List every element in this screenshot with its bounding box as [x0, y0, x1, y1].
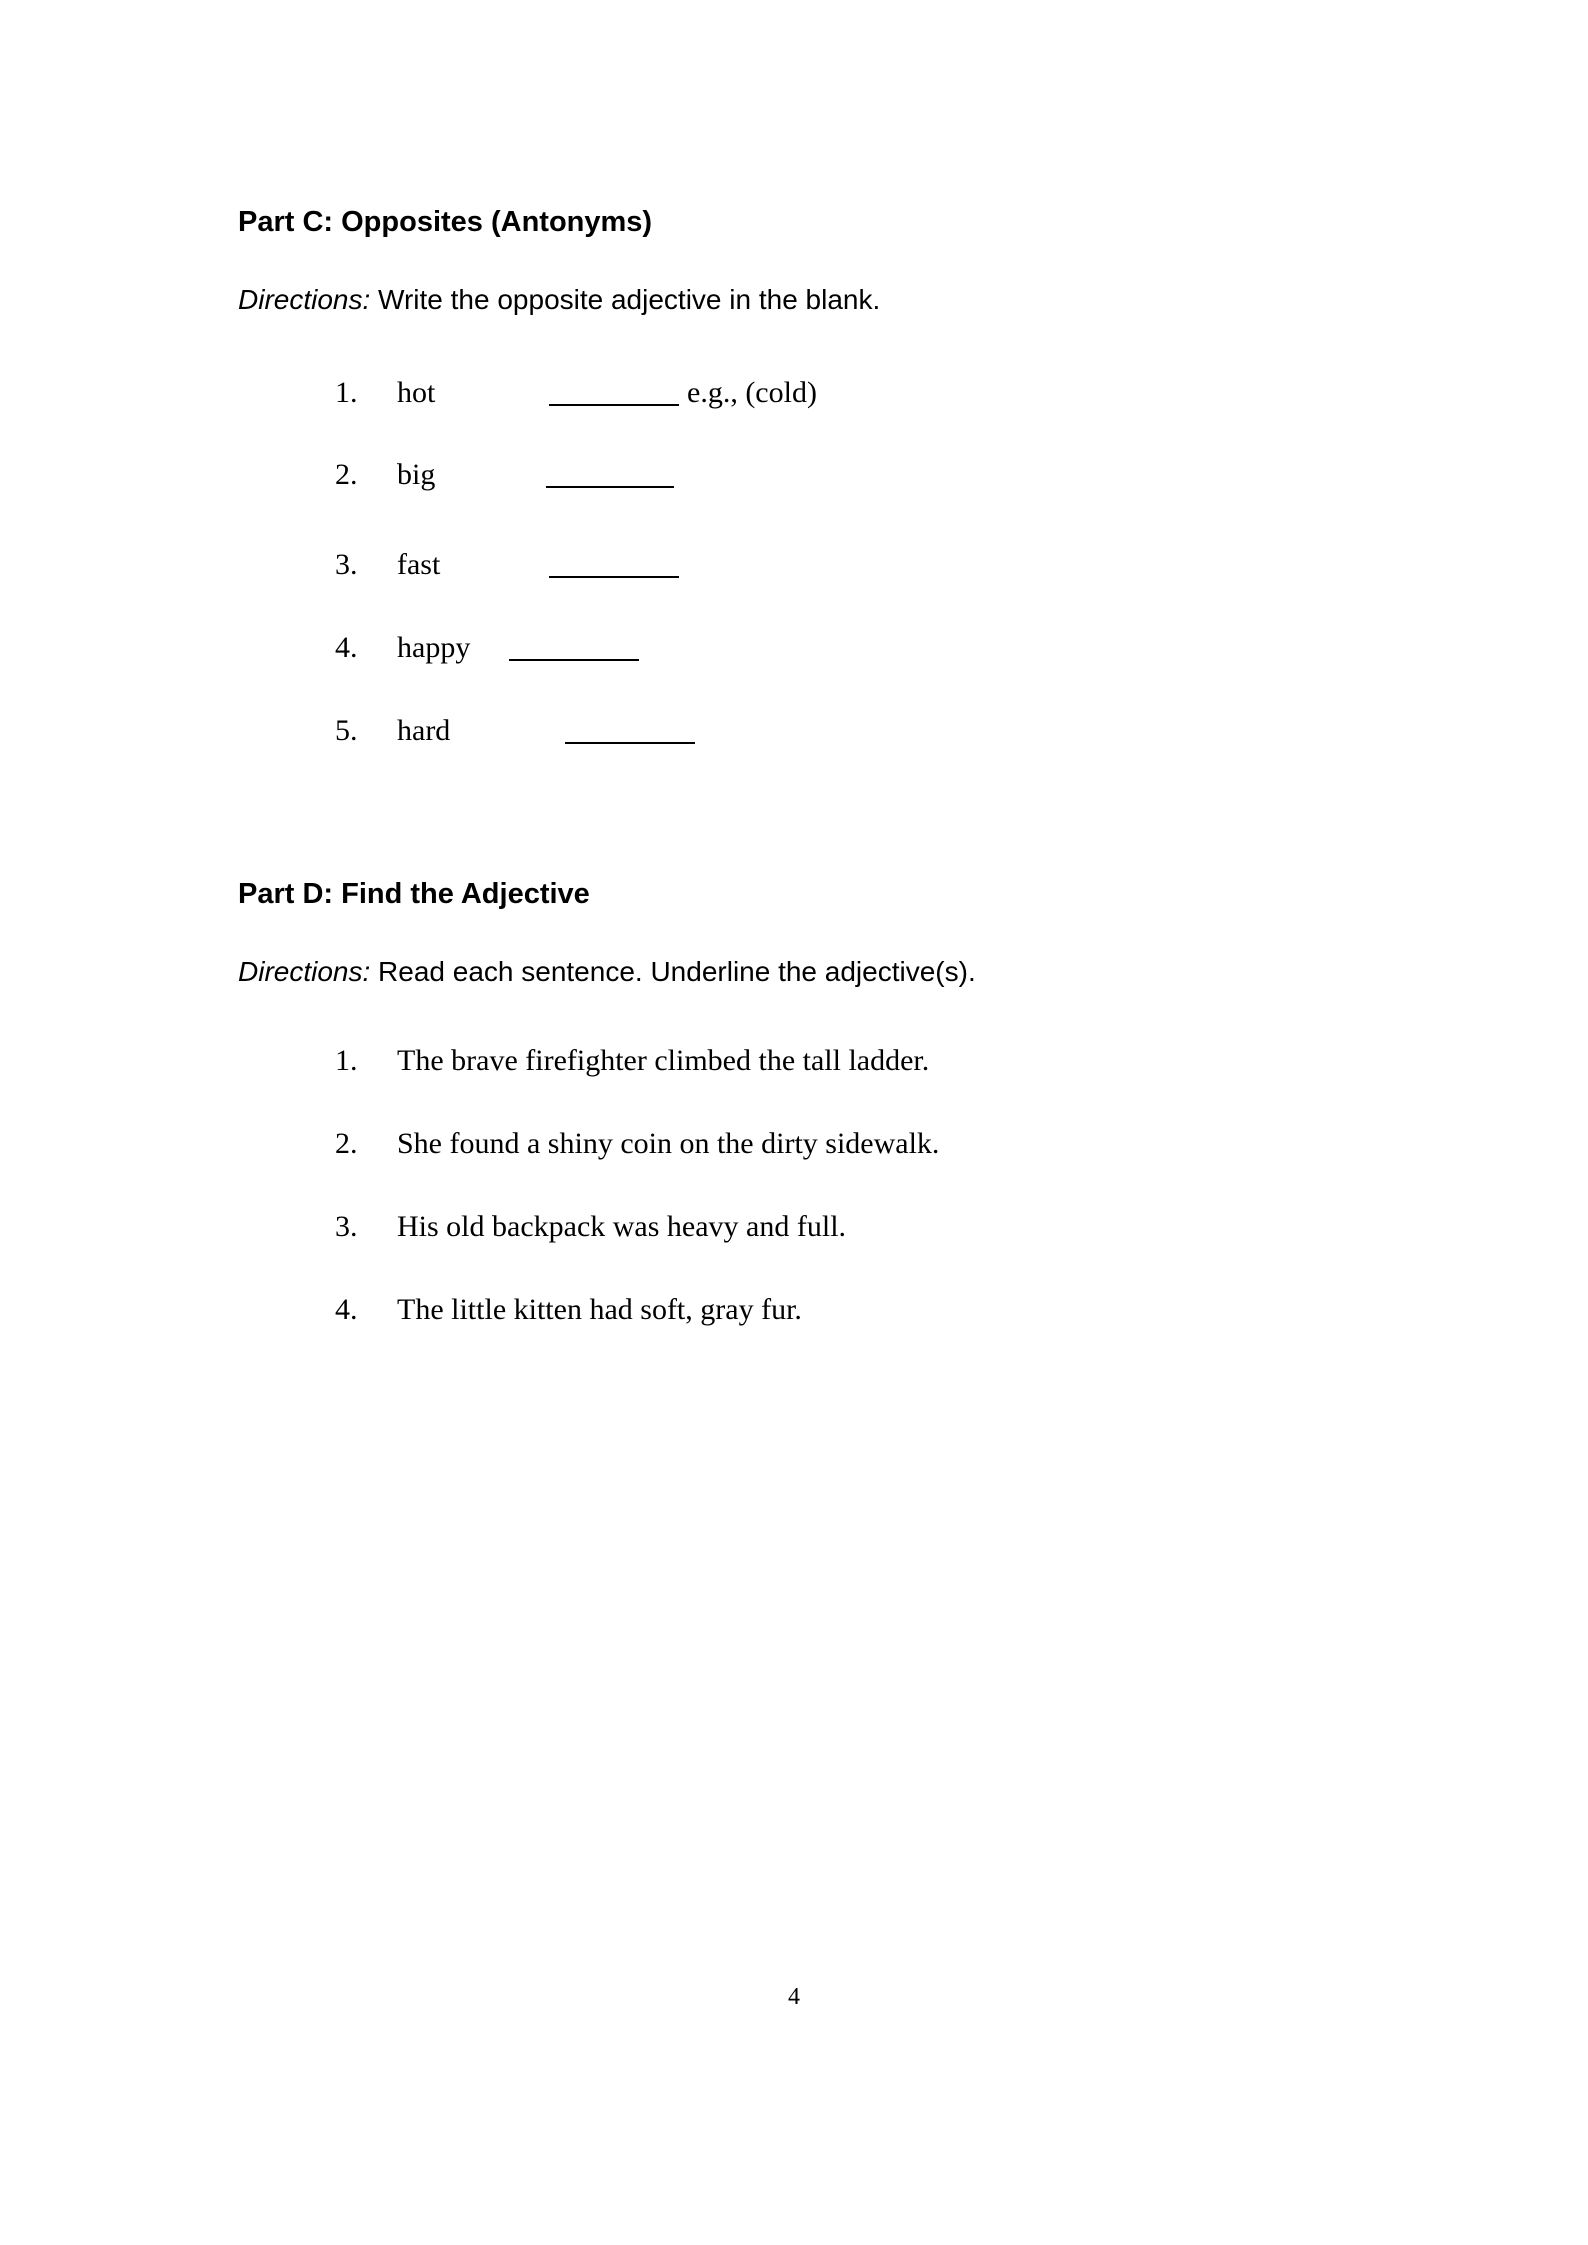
list-item: [335, 1126, 939, 1162]
list-item: [335, 1292, 802, 1328]
list-item: [335, 457, 682, 493]
item-word: hot: [397, 376, 436, 409]
item-example: e.g., (cold): [687, 376, 817, 409]
item-number: 1.: [335, 376, 358, 409]
list-item: [335, 1043, 929, 1079]
part-d-heading: Part D: Find the Adjective: [238, 878, 590, 910]
part-c-heading: Part C: Opposites (Antonyms): [238, 206, 653, 238]
answer-blank[interactable]: [509, 637, 639, 661]
part-c-directions-label: Directions:: [238, 284, 371, 315]
answer-blank[interactable]: [546, 464, 674, 488]
item-number: 2.: [335, 458, 358, 491]
answer-blank[interactable]: [549, 554, 679, 578]
answer-blank[interactable]: [549, 382, 679, 406]
part-c-directions-text: Write the opposite adjective in the blank.: [370, 284, 881, 315]
item-sentence[interactable]: The little kitten had soft, gray fur.: [397, 1293, 802, 1326]
list-item: [335, 375, 817, 411]
list-item: [335, 713, 703, 749]
answer-blank[interactable]: [565, 720, 695, 744]
page-number: 4: [788, 1984, 800, 2010]
item-number: 4.: [335, 631, 358, 664]
item-number: 3.: [335, 1210, 358, 1243]
part-d-directions: [238, 955, 976, 989]
item-number: 4.: [335, 1293, 358, 1326]
item-sentence[interactable]: She found a shiny coin on the dirty sidewalk.: [397, 1127, 940, 1160]
list-item: [335, 547, 687, 583]
item-word: big: [397, 458, 436, 491]
part-d-directions-text: Read each sentence. Underline the adjective(s).: [370, 956, 976, 987]
item-sentence[interactable]: His old backpack was heavy and full.: [397, 1210, 847, 1243]
item-number: 5.: [335, 714, 358, 747]
list-item: [335, 1209, 846, 1245]
item-word: happy: [397, 631, 471, 664]
item-sentence[interactable]: The brave firefighter climbed the tall ladder.: [397, 1044, 930, 1077]
part-c-directions: [238, 283, 880, 317]
list-item: [335, 630, 647, 666]
item-word: hard: [397, 714, 451, 747]
item-number: 2.: [335, 1127, 358, 1160]
part-d-directions-label: Directions:: [238, 956, 371, 987]
item-word: fast: [397, 548, 441, 581]
item-number: 1.: [335, 1044, 358, 1077]
item-number: 3.: [335, 548, 358, 581]
